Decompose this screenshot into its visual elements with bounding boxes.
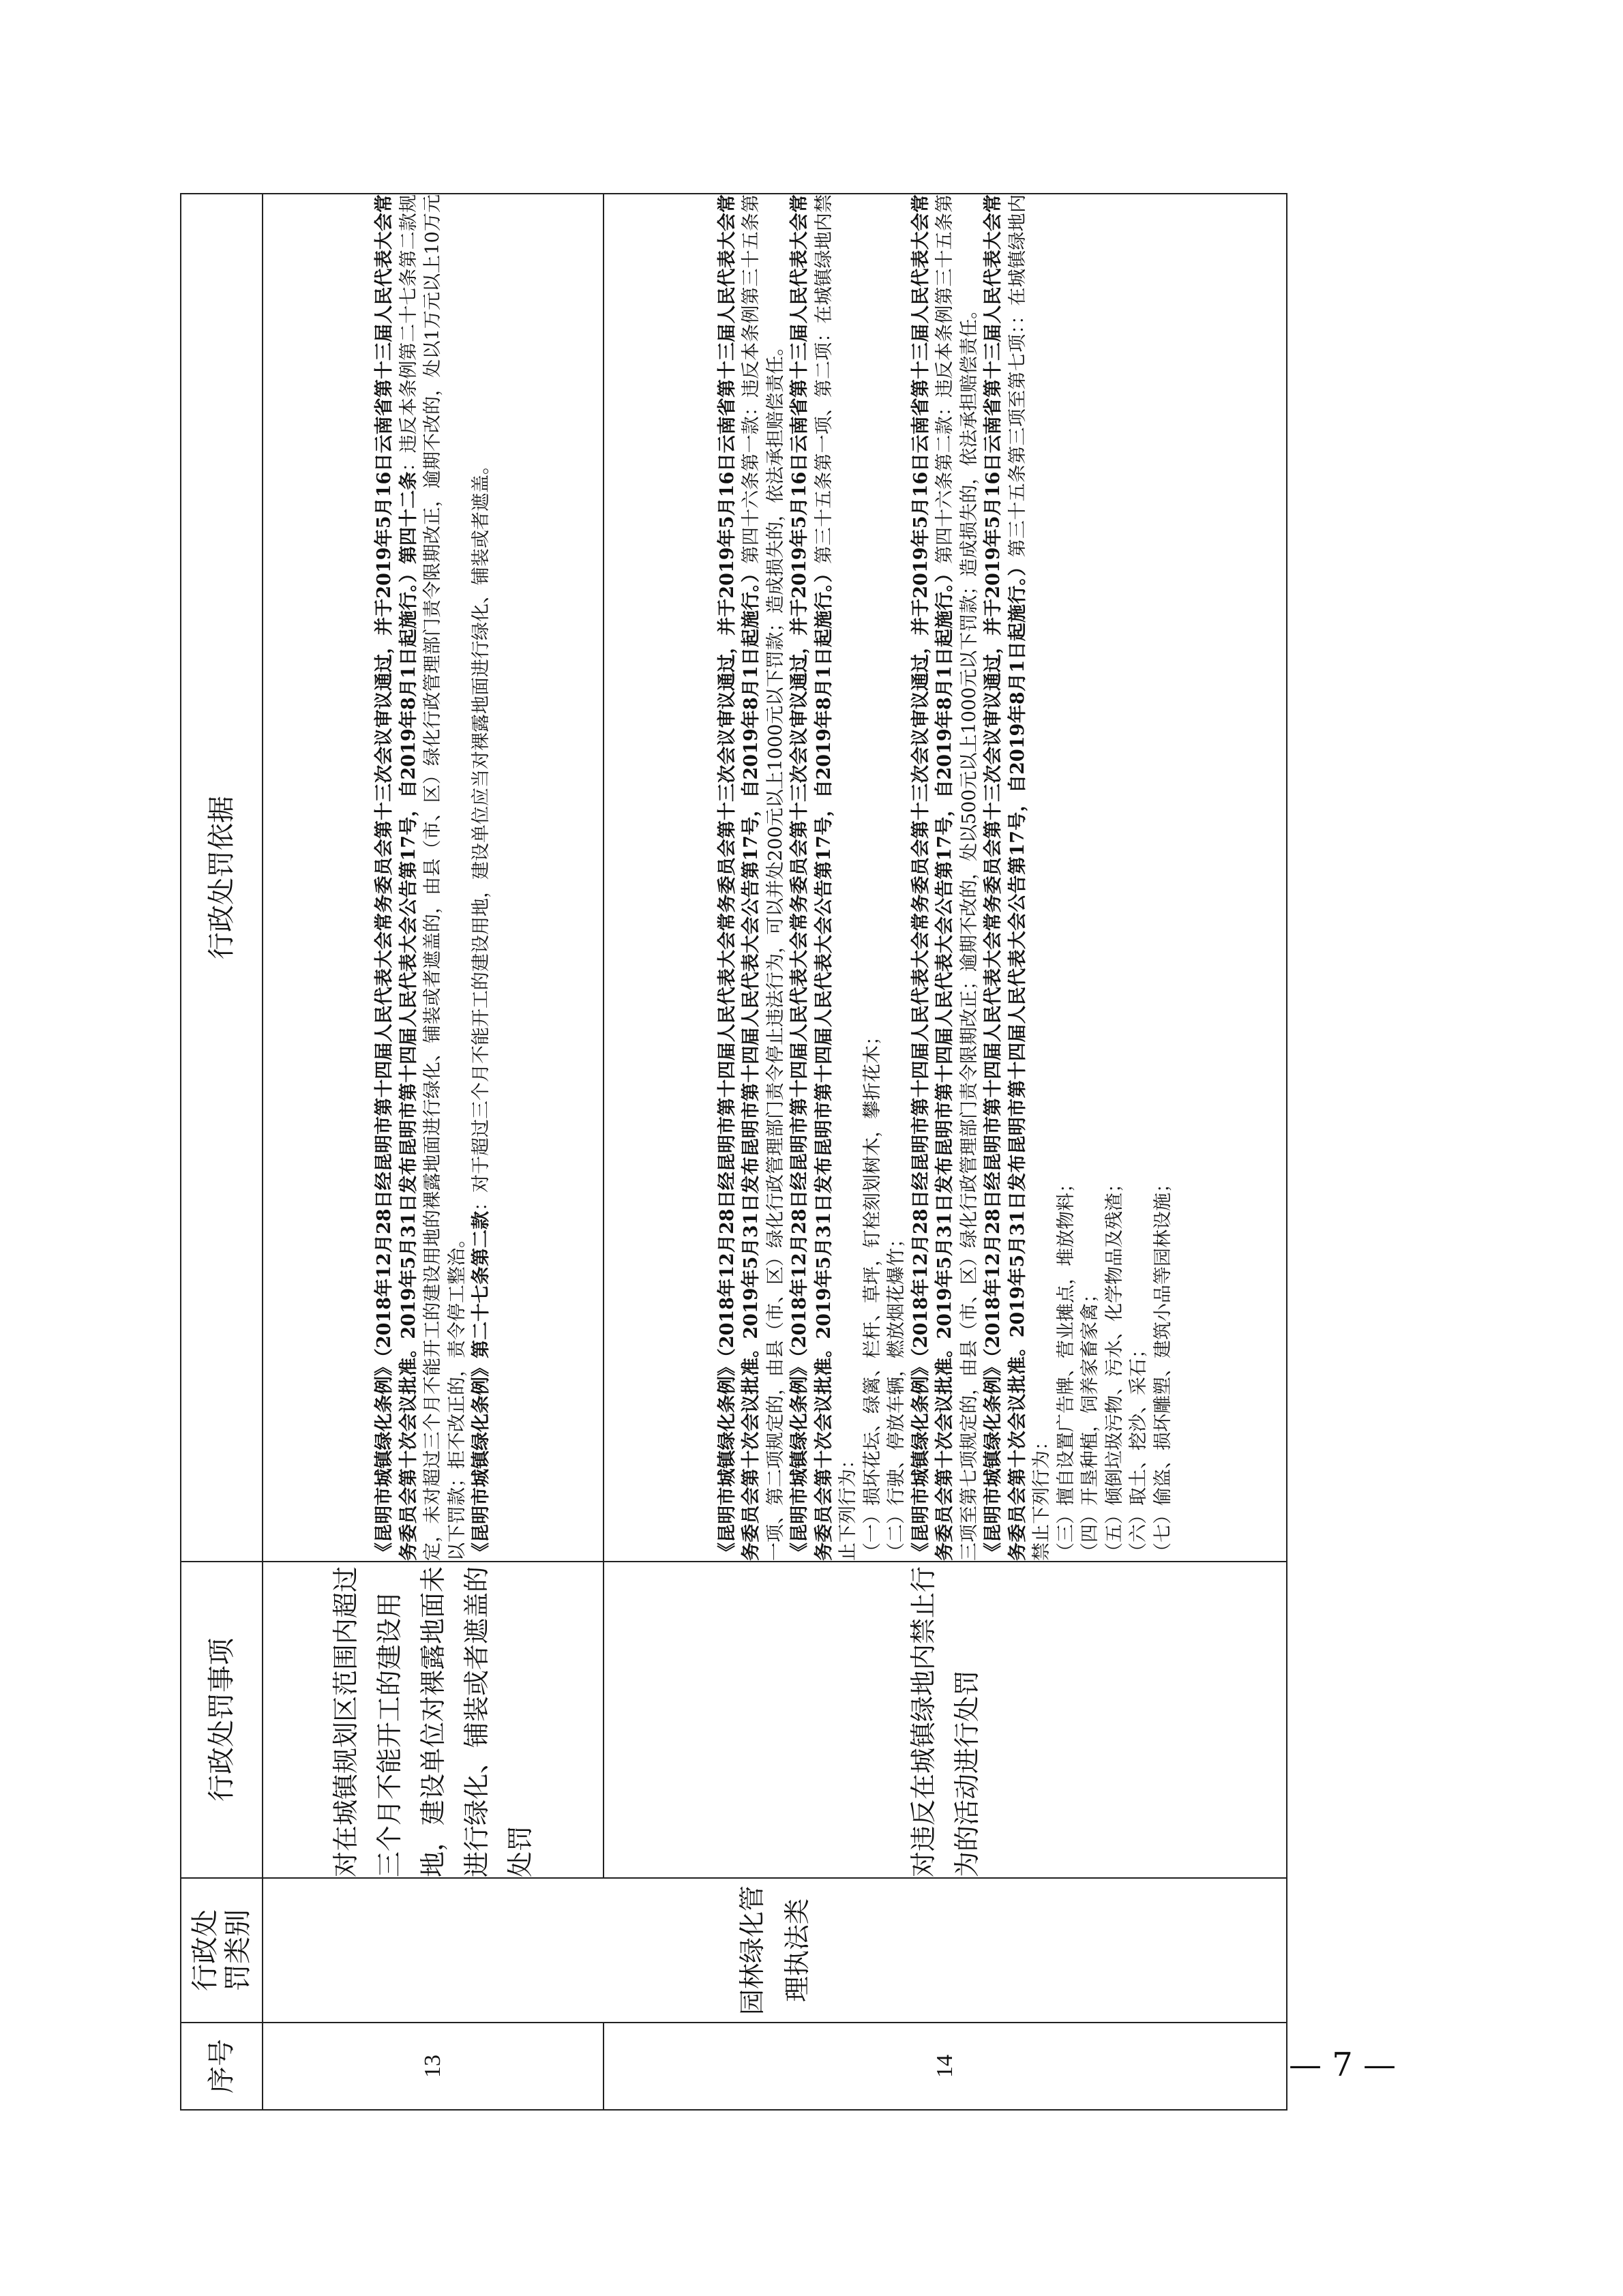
basis-paragraph (1078, 194, 1103, 1561)
basis-text: 第三十五条第三项至第七项：：在城镇绿地内禁止下列行为： (1007, 194, 1053, 1561)
category-cell: 园林绿化管理执法类 (263, 1878, 1287, 2023)
basis-paragraph (788, 194, 861, 1561)
basis-cell (263, 194, 604, 1562)
basis-text: （五）倾倒垃圾污物、污水、化学物品及残渣； (1103, 1174, 1125, 1561)
basis-cell (604, 194, 1287, 1562)
page-number: — 7 — (1289, 2046, 1397, 2084)
basis-paragraph (1151, 194, 1176, 1561)
basis-paragraph (372, 194, 469, 1561)
basis-paragraph (884, 194, 909, 1561)
basis-bold-text: 《昆明市城镇绿化条例》（2018年12月28日经昆明市第十四届人民代表大会常务委员会第十三次会议审议通过，并于2019年5月16日云南省第十三届人民代表大会常务委员会第十次会议批准。2019年5月31日发布昆明市第十四届人民代表大会公告第17号，自2019年8月1日起施行。） (789, 194, 835, 1561)
basis-paragraph (981, 194, 1054, 1561)
basis-paragraph (1103, 194, 1127, 1561)
row-number: 13 (263, 2023, 604, 2110)
basis-paragraph (1054, 194, 1079, 1561)
basis-bold-text: 《昆明市城镇绿化条例》（2018年12月28日经昆明市第十四届人民代表大会常务委员会第十三次会议审议通过，并于2019年5月16日云南省第十三届人民代表大会常务委员会第十次会议批准。2019年5月31日发布昆明市第十四届人民代表大会公告第17号，自2019年8月1日起施行。） (983, 194, 1028, 1561)
matter-cell: 对违反在城镇绿地内禁止行为的活动进行处罚 (604, 1562, 1287, 1878)
header-basis: 行政处罚依据 (181, 194, 263, 1562)
basis-text: 第三十五条第一项、第二项：在城镇绿地内禁止下列行为： (813, 194, 859, 1561)
table-row (263, 194, 604, 2110)
basis-text: （四）开垦种植，饲养家畜家禽； (1079, 1285, 1101, 1561)
basis-text: （三）擅自设置广告牌、营业摊点，堆放物料； (1055, 1174, 1077, 1561)
rotated-table-wrapper (180, 194, 1285, 2111)
basis-text: 第四十六条第二款：违反本条例第三十五条第三项至第七项规定的，由县（市、区）绿化行政管理部门责令限期改正；逾期不改的，处以500元以上1000元以下罚款；造成损失的，依法承担赔偿责任。 (934, 194, 980, 1561)
matter-cell: 对在城镇规划区范围内超过三个月不能开工的建设用地，建设单位对裸露地面未进行绿化、铺装或者遮盖的处罚 (263, 1562, 604, 1878)
table-header-row (181, 194, 263, 2110)
basis-text: （七）偷盗、损坏雕塑、建筑小品等园林设施； (1152, 1174, 1174, 1561)
basis-paragraph (715, 194, 788, 1561)
basis-text: ：违反本条例第二十七条第二款规定，未对超过三个月不能开工的建设用地的裸露地面进行绿化、铺装或者遮盖的，由县（市、区）绿化行政管理部门责令限期改正，逾期不改的，处以1万元以上10万元以下罚款；拒不改正的，责令停工整治。 (398, 194, 468, 1561)
basis-text: （二）行驶、停放车辆，燃放烟花爆竹； (886, 1229, 908, 1561)
penalty-table (180, 193, 1287, 2111)
basis-text: 第四十六条第一款：违反本条例第三十五条第一项、第二项规定的，由县（市、区）绿化行政管理部门责令停止违法行为，可以并处200元以上1000元以下罚款；造成损失的，依法承担赔偿责任。 (741, 194, 786, 1561)
row-number: 14 (604, 2023, 1287, 2110)
basis-bold-text: 《昆明市城镇绿化条例》（2018年12月28日经昆明市第十四届人民代表大会常务委员会第十三次会议审议通过，并于2019年5月16日云南省第十三届人民代表大会常务委员会第十次会议批准。2019年5月31日发布昆明市第十四届人民代表大会公告第17号，自2019年8月1日起施行。） (910, 194, 956, 1561)
basis-text: ：对于超过三个月不能开工的建设用地，建设单位应当对裸露地面进行绿化、铺装或者遮盖。 (471, 456, 492, 1211)
basis-bold-text: 《昆明市城镇绿化条例》（2018年12月28日经昆明市第十四届人民代表大会常务委员会第十三次会议审议通过，并于2019年5月16日云南省第十三届人民代表大会常务委员会第十次会议批准。2019年5月31日发布昆明市第十四届人民代表大会公告第17号，自2019年8月1日起施行。） (716, 194, 762, 1561)
basis-paragraph (909, 194, 982, 1561)
table-row (604, 194, 1287, 2110)
basis-paragraph (861, 194, 885, 1561)
header-no: 序号 (181, 2023, 263, 2110)
basis-text: （一）损坏花坛、绿篱、栏杆、草坪，钉栓刻划树木，攀折花木； (861, 1027, 883, 1561)
basis-bold-text: 《昆明市城镇绿化条例》（2018年12月28日经昆明市第十四届人民代表大会常务委员会第十三次会议审议通过，并于2019年5月16日云南省第十三届人民代表大会常务委员会第十次会议批准。2019年5月31日发布昆明市第十四届人民代表大会公告第17号，自2019年8月1日起施行。）第四十二条 (374, 194, 419, 1561)
header-matter: 行政处罚事项 (181, 1562, 263, 1878)
basis-paragraph (469, 194, 494, 1561)
header-category: 行政处罚类别 (181, 1878, 263, 2023)
basis-bold-text: 《昆明市城镇绿化条例》第二十七条第二款 (471, 1211, 492, 1561)
basis-text: （六）取土、挖沙、采石； (1128, 1340, 1150, 1561)
basis-paragraph (1127, 194, 1151, 1561)
